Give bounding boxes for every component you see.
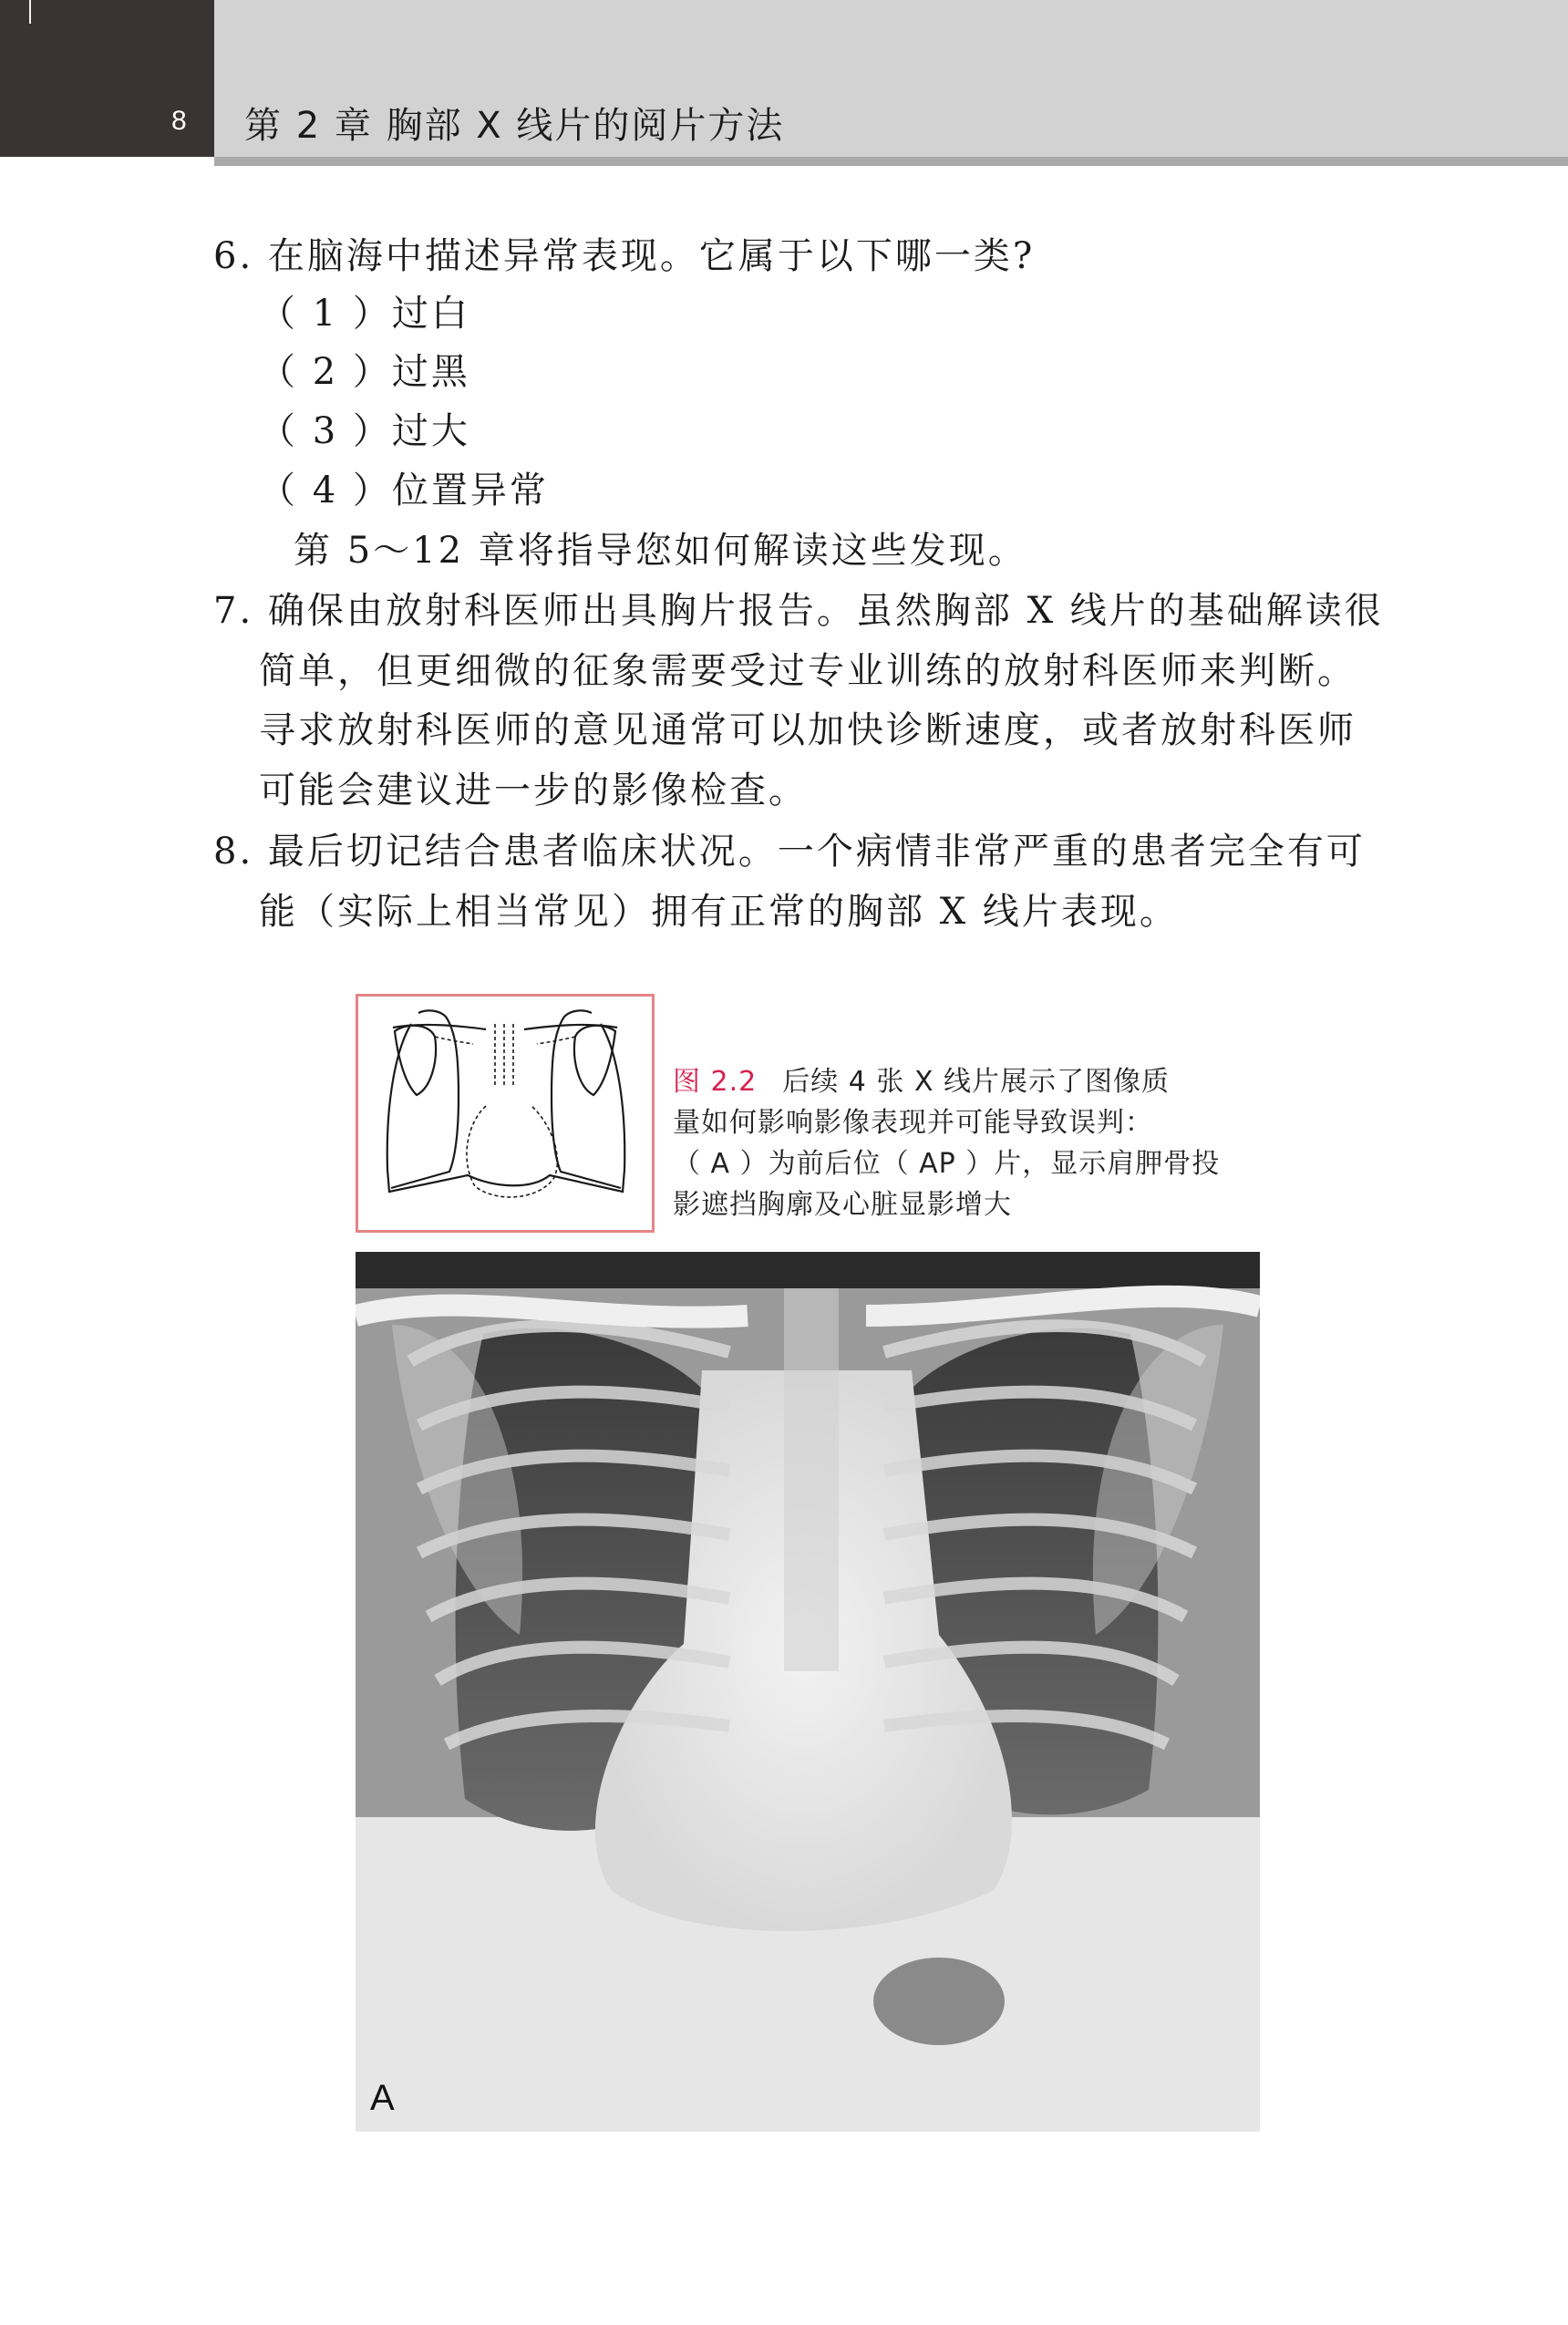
option-2: （ 2 ）过黑 xyxy=(259,351,470,393)
item-6: 6. 在脑海中描述异常表现。它属于以下哪一类? xyxy=(213,235,1036,277)
header-rule xyxy=(214,157,1568,166)
item-7-line-2: 简单，但更细微的征象需要受过专业训练的放射科医师来判断。 xyxy=(259,650,1357,692)
item-8-line-1: 8. 最后切记结合患者临床状况。一个病情非常严重的患者完全有可 xyxy=(213,831,1366,873)
item-7-line-4: 可能会建议进一步的影像检查。 xyxy=(259,770,808,811)
xray-graphic xyxy=(356,1252,1260,2132)
caption-text-1: 后续 4 张 X 线片展示了图像质 xyxy=(782,1066,1171,1098)
caption-line-3: （ A ）为前后位（ AP ）片，显示肩胛骨投 xyxy=(673,1148,1221,1180)
figure-caption xyxy=(673,1061,1274,1225)
item-7-line-1: 7. 确保由放射科医师出具胸片报告。虽然胸部 X 线片的基础解读很 xyxy=(213,590,1384,632)
caption-line-2: 量如何影响影像表现并可能导致误判： xyxy=(673,1107,1153,1139)
page-number: 8 xyxy=(171,106,187,136)
header-corner-mark xyxy=(0,0,31,24)
panel-label: A xyxy=(370,2078,395,2118)
caption-line-1 xyxy=(673,1061,1274,1102)
figure-number: 图 2.2 xyxy=(673,1066,758,1098)
option-1: （ 1 ）过白 xyxy=(259,293,470,335)
chest-xray-image xyxy=(356,1252,1260,2132)
option-4: （ 4 ）位置异常 xyxy=(259,470,549,512)
chest-outline-icon xyxy=(358,997,652,1230)
caption-line-4: 影遮挡胸廓及心脏显影增大 xyxy=(673,1189,1012,1221)
item-7-line-3: 寻求放射科医师的意见通常可以加快诊断速度，或者放射科医师 xyxy=(259,709,1357,751)
chapter-note: 第 5～12 章将指导您如何解读这些发现。 xyxy=(294,530,1027,572)
option-3: （ 3 ）过大 xyxy=(259,410,470,452)
item-8-line-2: 能（实际上相当常见）拥有正常的胸部 X 线片表现。 xyxy=(259,891,1179,933)
figure-thumbnail xyxy=(356,994,655,1233)
chapter-title: 第 2 章 胸部 X 线片的阅片方法 xyxy=(244,105,785,147)
